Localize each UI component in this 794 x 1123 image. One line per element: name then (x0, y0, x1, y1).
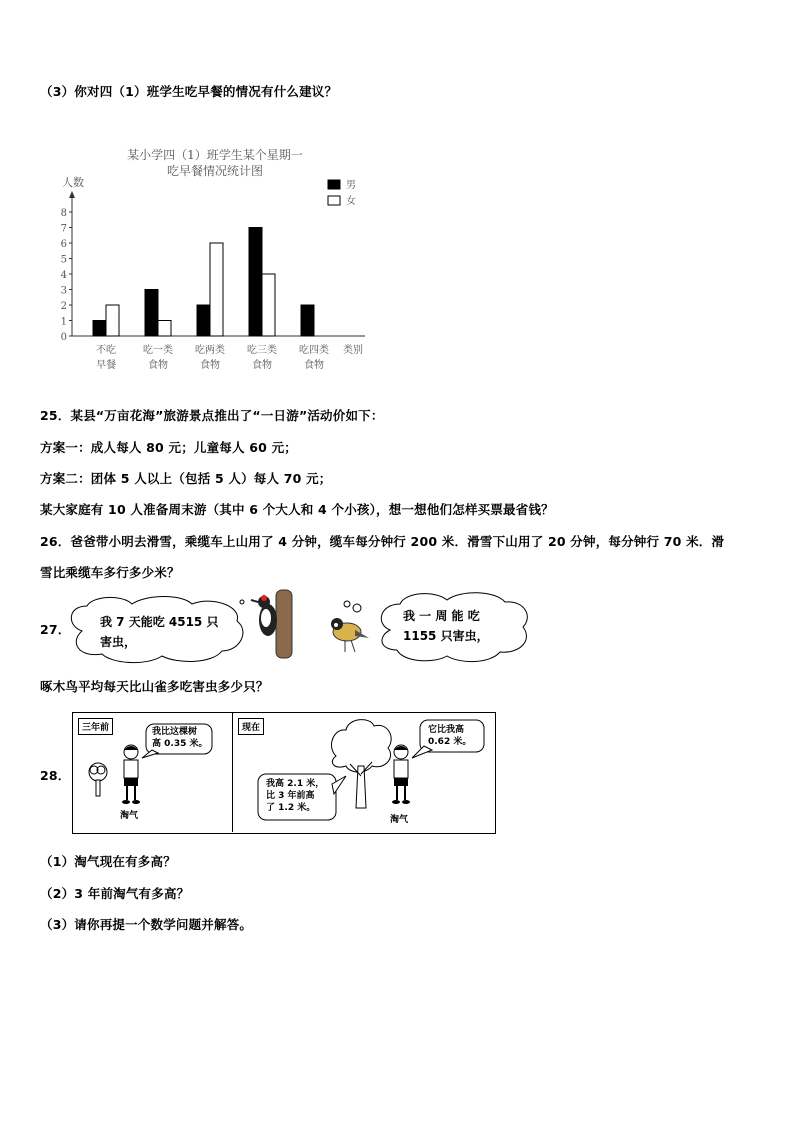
x-category-label: 吃三类 (247, 345, 277, 356)
y-tick-label: 4 (60, 270, 67, 281)
sparrow-line-1: 我 一 周 能 吃 (403, 609, 480, 623)
woodpecker-line-1: 我 7 天能吃 4515 只 (100, 615, 219, 629)
chart-y-axis-label: 人数 (62, 176, 84, 189)
panel-1-bubble-line-2: 高 0.35 米。 (152, 739, 208, 749)
panel-1-name: 淘气 (120, 811, 139, 821)
y-tick-label: 6 (60, 239, 67, 250)
y-tick-label: 3 (60, 285, 67, 297)
taoqi-boy-icon-past (118, 744, 144, 806)
question-25-question: 某大家庭有 10 人准备周末游（其中 6 个大人和 4 个小孩），想一想他们怎样买票最省钱？ (40, 502, 554, 517)
comic-divider (232, 712, 233, 832)
legend-swatch-boys (328, 180, 340, 189)
chart-title: 某小学四（1）班学生某个星期一 (127, 148, 303, 162)
panel-2-name: 淘气 (390, 815, 409, 825)
question-24-part-3: （3）你对四（1）班学生吃早餐的情况有什么建议？ (40, 84, 338, 99)
x-category-label: 不吃 (96, 345, 116, 356)
woodpecker-icon (250, 586, 296, 660)
y-tick-label: 0 (60, 332, 67, 343)
x-category-label: 吃两类 (195, 345, 225, 356)
question-25-plan-1: 方案一：成人每人 80 元；儿童每人 60 元； (40, 440, 297, 455)
question-25-plan-2: 方案二：团体 5 人以上（包括 5 人）每人 70 元； (40, 471, 332, 486)
bar-boys (197, 305, 210, 336)
bar-boys (249, 228, 262, 337)
sparrow-line-2: 1155 只害虫， (403, 629, 489, 643)
bar-girls (158, 321, 171, 337)
taoqi-boy-icon-now (388, 744, 414, 806)
y-tick-label: 2 (60, 301, 67, 312)
legend-swatch-girls (328, 196, 340, 205)
panel-2-left-bubble-line-2: 比 3 年前高 (266, 791, 315, 801)
question-28-number: 28． (40, 768, 71, 783)
y-tick-label: 8 (60, 208, 67, 219)
legend-label-boys: 男 (346, 180, 356, 191)
bar-girls (106, 305, 119, 336)
question-26-line-2: 雪比乘缆车多行多少米？ (40, 565, 180, 580)
question-28-sub-3: （3）请你再提一个数学问题并解答。 (40, 917, 253, 932)
chart-y-axis-arrow (69, 191, 75, 198)
panel-1-bubble-line-1: 我比这棵树 (152, 727, 198, 737)
x-category-label: 吃四类 (299, 345, 329, 356)
question-26-line-1: 26．爸爸带小明去滑雪，乘缆车上山用了 4 分钟，缆车每分钟行 200 米．滑雪下山用了 20 分钟，每分钟行 70 米．滑 (40, 534, 725, 549)
y-tick-label: 5 (60, 254, 67, 266)
bar-girls (210, 243, 223, 336)
y-tick-label: 1 (60, 316, 67, 328)
chart-subtitle: 吃早餐情况统计图 (166, 164, 264, 178)
x-category-label: 吃一类 (143, 345, 173, 356)
bar-girls (262, 274, 275, 336)
panel-2-right-bubble-line-2: 0.62 米。 (428, 737, 472, 747)
sparrow-bird-icon (325, 600, 373, 658)
x-category-label: 早餐 (96, 360, 116, 371)
small-tree-icon (86, 760, 110, 800)
woodpecker-line-2: 害虫， (100, 635, 137, 649)
panel-2-left-bubble-line-1: 我高 2.1 米， (266, 779, 325, 789)
x-category-label: 食物 (200, 360, 220, 371)
question-27-number: 27． (40, 622, 71, 637)
chart-x-axis-label: 类别 (343, 345, 363, 356)
panel-2-label: 现在 (238, 718, 264, 735)
panel-1-label: 三年前 (78, 718, 113, 735)
legend-label-girls: 女 (346, 196, 356, 207)
bar-boys (93, 321, 106, 337)
question-27-question: 啄木鸟平均每天比山雀多吃害虫多少只？ (40, 679, 269, 694)
bar-boys (301, 305, 314, 336)
panel-2-left-bubble-line-3: 了 1.2 米。 (266, 803, 316, 813)
x-category-label: 食物 (252, 360, 272, 371)
question-28-sub-2: （2）3 年前淘气有多高？ (40, 886, 190, 901)
question-28-sub-1: （1）淘气现在有多高？ (40, 854, 176, 869)
question-25-title: 25．某县“万亩花海”旅游景点推出了“一日游”活动价如下： (40, 408, 384, 423)
panel-2-right-bubble-line-1: 它比我高 (428, 725, 465, 735)
x-category-label: 食物 (304, 360, 324, 371)
x-category-label: 食物 (148, 360, 168, 371)
breakfast-bar-chart (55, 140, 375, 380)
bar-boys (145, 290, 158, 337)
y-tick-label: 7 (60, 223, 67, 235)
